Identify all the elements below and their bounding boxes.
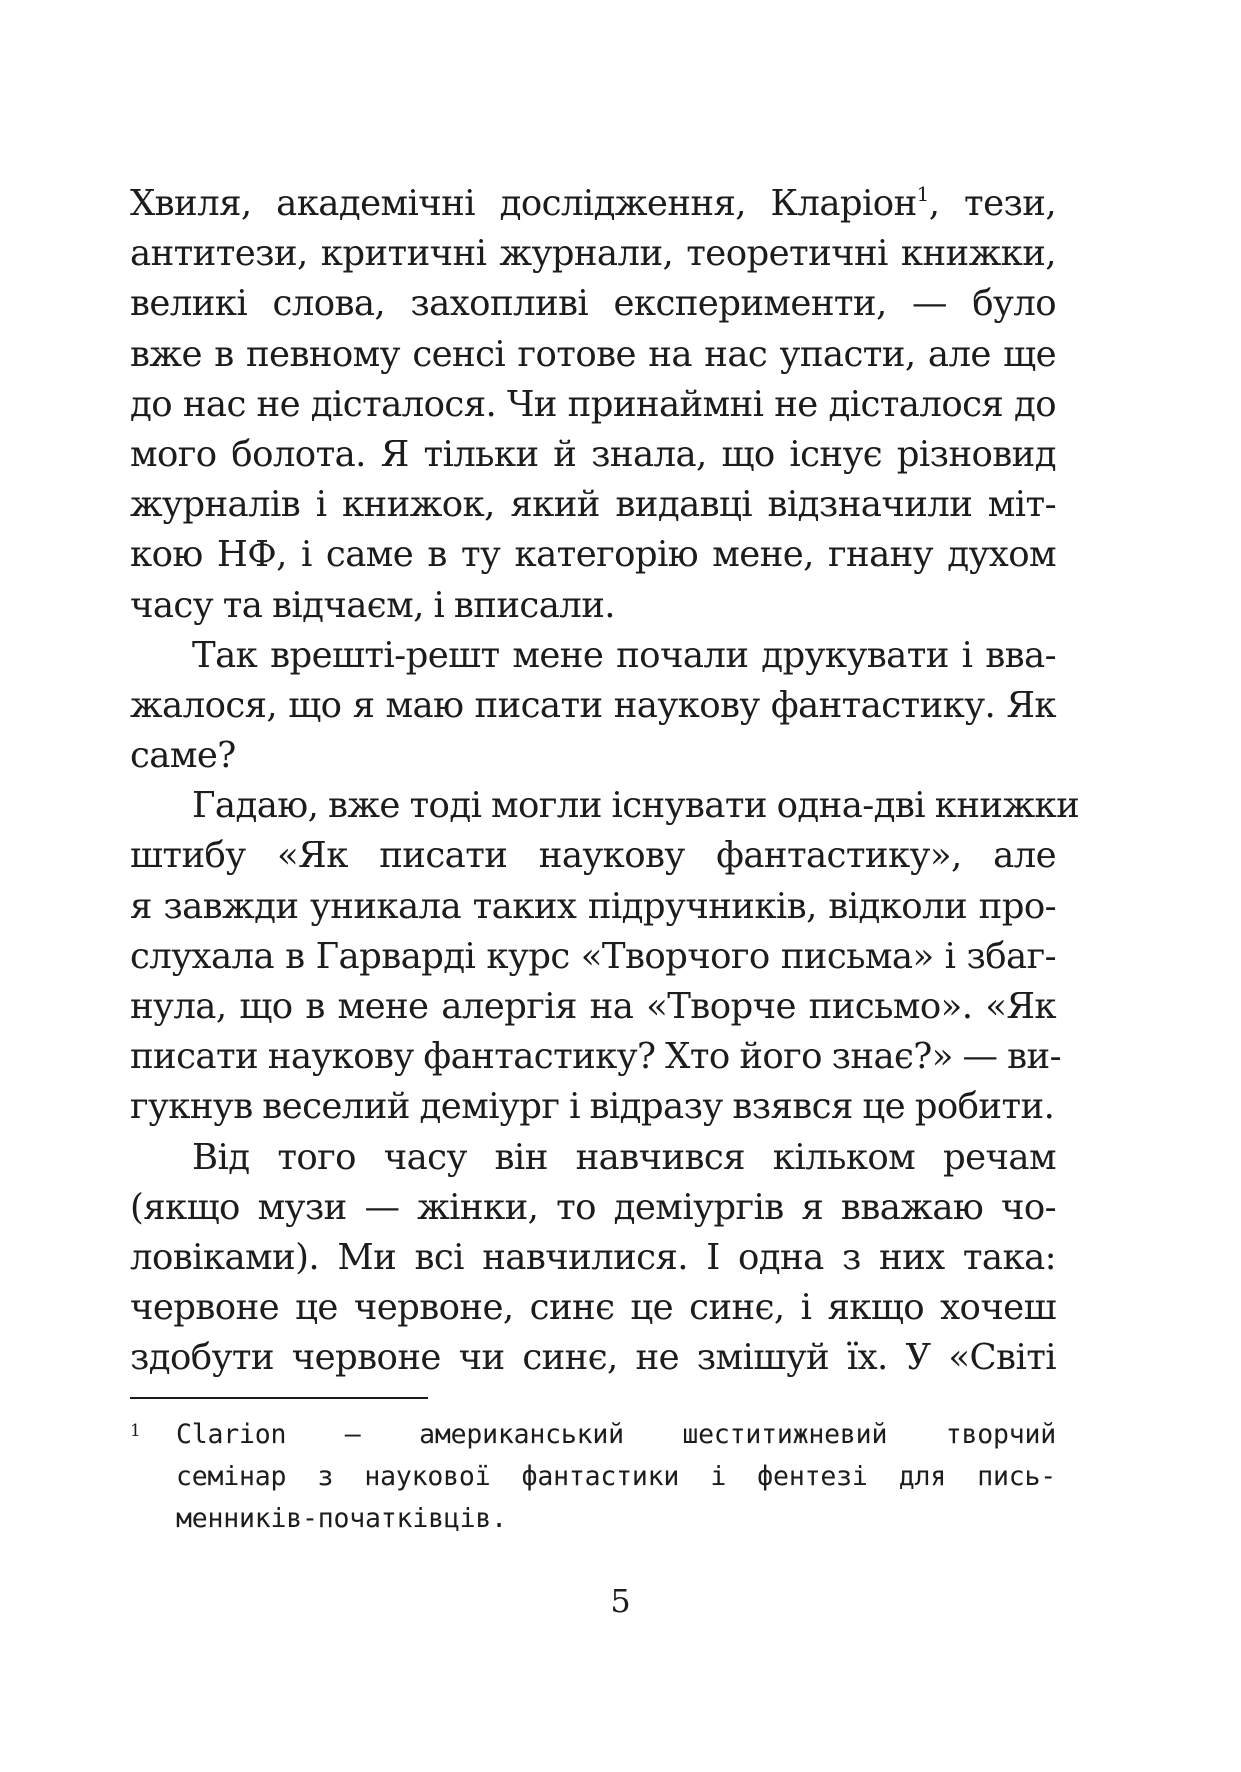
text-line: (якщо музи — жінки, то деміургів я вважаю чо- [130,1186,1056,1228]
text-line: вже в певному сенсі готове на нас упасти, але ще [130,333,1056,375]
text-line: штибу «Як писати наукову фантастику», але [130,835,1056,877]
footnote-line: менників-початківців. [176,1503,507,1534]
footnote-separator [130,1397,428,1399]
text-line: антитези, критичні журнали, теоретичні книжки, [130,233,1056,275]
text-line: кою НФ, і саме в ту категорію мене, гнану духом [130,534,1056,576]
text-line: Так врешті-решт мене почали друкувати і вва- [192,634,1056,676]
text-line: нула, що в мене алергія на «Творче письмо». «Як [130,986,1056,1027]
text-line [130,179,1056,229]
footnote-line: Clarion — американський шеститижневий творчий [176,1419,1056,1450]
text-line: великі слова, захопливі експерименти, — було [130,283,1056,325]
body-text [130,179,1080,1384]
text-segment: Хвиля, академічні дослідження, Кларіон [130,183,917,224]
text-line: журналів і книжок, який видавці відзначили міт- [130,484,1056,526]
text-line: мого болота. Я тільки й знала, що існує різновид [130,433,1056,475]
text-line: до нас не дісталося. Чи принаймні не дісталося до [130,383,1056,425]
text-line: Гадаю, вже тоді могли існувати одна-дві книжки [192,785,1080,827]
text-line: саме? [130,735,236,777]
text-line: я завжди уникала таких підручників, відколи про- [130,885,1056,927]
text-line: писати наукову фантастику? Хто його знає?» — ви- [130,1036,1061,1078]
text-line: ловіками). Ми всі навчилися. І одна з них така: [130,1236,1056,1278]
text-line: часу та відчаєм, і вписали. [130,584,615,626]
text-line: гукнув веселий деміург і відразу взявся це робити. [130,1086,1055,1128]
text-line: червоне це червоне, синє це синє, і якщо хочеш [130,1287,1056,1329]
text-line: жалося, що я маю писати наукову фантастику. Як [130,684,1056,726]
text-segment: , тези, [928,183,1057,224]
text-line: слухала в Гарварді курс «Творчого письма» і збаг- [130,935,1056,977]
footnote-text [176,1414,1056,1540]
footnote-line: семінар з наукової фантастики і фентезі для пись- [176,1461,1056,1492]
text-line: Від того часу він навчився кільком речам [192,1136,1056,1178]
footnote-marker: 1 [916,182,929,206]
text-line: здобути червоне чи синє, не змішуй їх. У «Світі [130,1337,1056,1379]
page-number: 5 [610,1582,631,1620]
footnote-number: 1 [130,1421,141,1441]
footnote [130,1414,1056,1540]
